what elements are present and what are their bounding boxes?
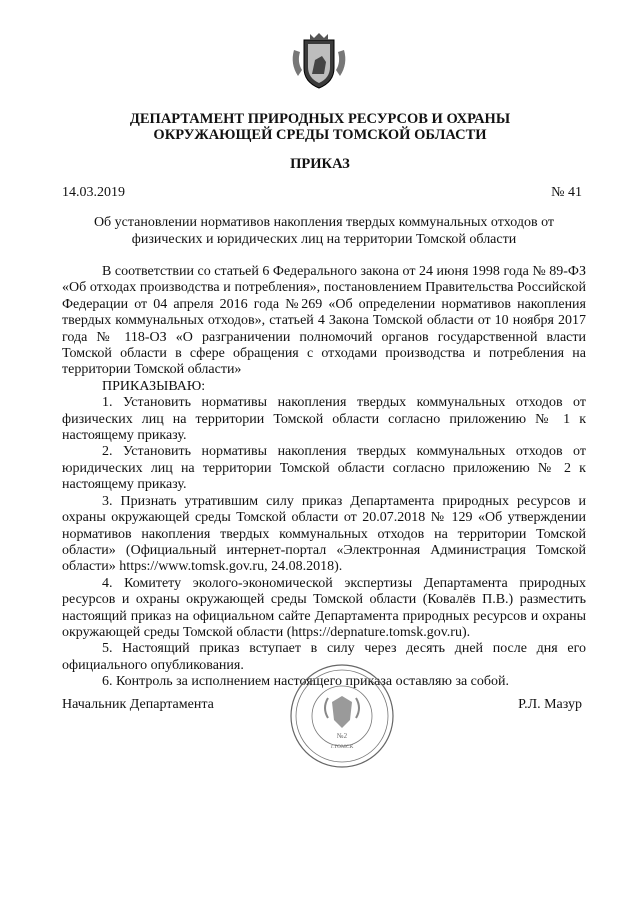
preamble-paragraph: В соответствии со статьей 6 Федерального закона от 24 июня 1998 года № 89-ФЗ «Об отходах производства и потребления», постановлением Правительства Российской Федерации от 04 апреля 2016 года №269 «Об определении нормативов накопления твердых коммунальных отходов», статьей 4 Закона Томской области от 10 ноября 2017 года № 118-ОЗ «О разграничении полномочий органов государственной власти Томской области в сфере обращения с отходами производства и потребления на территории Томской области» [62,264,586,378]
document-subject: Об установлении нормативов накопления твердых коммунальных отходов от физических и юридических лиц на территории Томской области [93,215,555,247]
order-item: 6. Контроль за исполнением настоящего приказа оставляю за собой. [102,674,510,690]
order-item: 2. Установить нормативы накопления твердых коммунальных отходов от юридических лиц на территории Томской области согласно приложению № 2 к настоящему приказу. [62,444,586,493]
order-item: 3. Признать утратившим силу приказ Департамента природных ресурсов и охраны окружающей среды Томской области от 20.07.2018 № 129 «Об утверждении нормативов накопления твердых коммунальных отходов на территории Томской области» (Официальный интернет-портал «Электронная Администрация Томской области» https://www.tomsk.gov.ru, 24.08.2018). [62,493,586,575]
order-item: 5. Настоящий приказ вступает в силу через десять дней после дня его официального опубликования. [62,641,586,673]
signatory-position: Начальник Департамента [62,697,214,712]
document-body [62,264,586,691]
document-number: № 41 [551,185,582,200]
order-word: ПРИКАЗЫВАЮ: [102,378,206,394]
svg-text:г.ТОМСК: г.ТОМСК [330,744,354,750]
department-name-line2: ОКРУЖАЮЩЕЙ СРЕДЫ ТОМСКОЙ ОБЛАСТИ [153,127,487,143]
official-seal-stamp [288,662,396,770]
tomsk-coat-of-arms-icon [288,30,350,92]
document-date: 14.03.2019 [62,185,125,200]
signatory-name: Р.Л. Мазур [518,697,582,712]
order-item: 1. Установить нормативы накопления твердых коммунальных отходов от физических лиц на территории Томской области согласно приложению № 1 к настоящему приказу. [62,395,586,444]
svg-text:№2: №2 [336,732,348,740]
document-type: ПРИКАЗ [290,156,350,172]
department-name-line1: ДЕПАРТАМЕНТ ПРИРОДНЫХ РЕСУРСОВ И ОХРАНЫ [129,111,511,127]
order-item: 4. Комитету эколого-экономической экспертизы Департамента природных ресурсов и охраны окружающей среды Томской области (Ковалёв П.В.) разместить настоящий приказ на официальном сайте Департамента природных ресурсов и охраны окружающей среды Томской области (https://depnature.tomsk.gov.ru). [62,575,586,640]
